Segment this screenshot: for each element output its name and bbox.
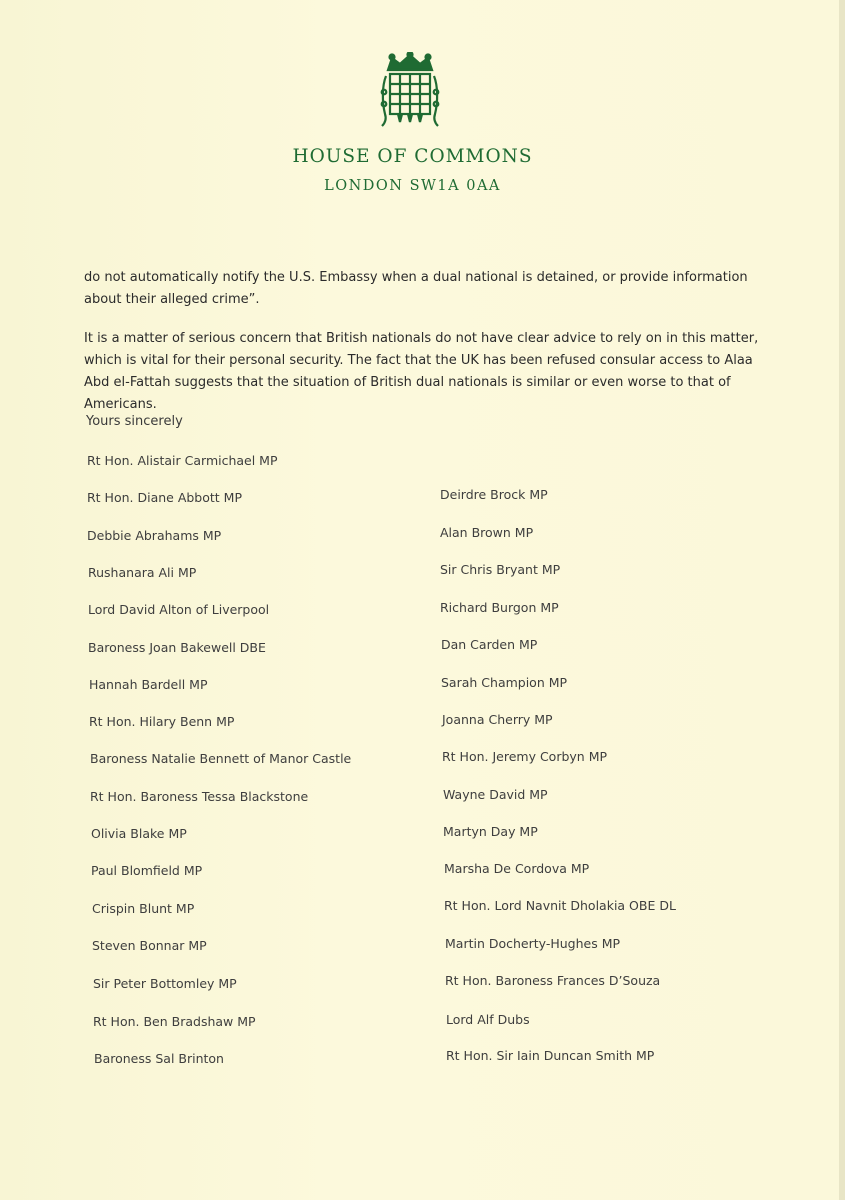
signatory-right: Martyn Day MP bbox=[443, 824, 538, 839]
signatory-right: Richard Burgon MP bbox=[440, 600, 559, 615]
letterhead-title: HOUSE OF COMMONS bbox=[292, 146, 533, 167]
signatory-left: Sir Peter Bottomley MP bbox=[93, 976, 237, 991]
signatory-right: Lord Alf Dubs bbox=[446, 1012, 530, 1027]
signatory-left: Lord David Alton of Liverpool bbox=[88, 602, 270, 617]
signatory-right: Sarah Champion MP bbox=[441, 675, 568, 690]
signatory-left: Baroness Joan Bakewell DBE bbox=[88, 640, 266, 655]
signatory-left: Olivia Blake MP bbox=[91, 826, 187, 841]
signatory-right: Rt Hon. Baroness Frances D’Souza bbox=[445, 973, 661, 988]
signatory-right: Rt Hon. Jeremy Corbyn MP bbox=[442, 749, 608, 764]
body-paragraph: It is a matter of serious concern that British nationals do not have clear advice to rely on in this matter, which is vital for their personal security. The fact that the UK has been refused consular access to Alaa Abd el-Fattah suggests that the situation of British dual nationals is similar or even worse to that of Americans. bbox=[84, 331, 759, 412]
portcullis-icon bbox=[378, 52, 442, 130]
signatory-left: Steven Bonnar MP bbox=[92, 938, 207, 953]
signatory-right: Wayne David MP bbox=[443, 787, 548, 802]
signatory-right: Joanna Cherry MP bbox=[442, 712, 553, 727]
body-paragraph: do not automatically notify the U.S. Embassy when a dual national is detained, or provide information about their alleged crime”. bbox=[84, 270, 748, 307]
signatory-right: Deirdre Brock MP bbox=[440, 487, 548, 502]
signatory-right: Martin Docherty-Hughes MP bbox=[445, 936, 621, 951]
signatory-left: Baroness Natalie Bennett of Manor Castle bbox=[90, 751, 352, 766]
signatory-left: Paul Blomfield MP bbox=[91, 863, 203, 878]
letterhead-address: LONDON SW1A 0AA bbox=[324, 178, 501, 194]
signatory-left: Baroness Sal Brinton bbox=[94, 1051, 224, 1066]
signatory-right: Marsha De Cordova MP bbox=[444, 861, 590, 876]
page-edge bbox=[839, 0, 845, 1200]
signatory-left: Rt Hon. Ben Bradshaw MP bbox=[93, 1014, 256, 1029]
signatory-lead: Rt Hon. Alistair Carmichael MP bbox=[87, 453, 278, 468]
signatory-left: Rt Hon. Diane Abbott MP bbox=[87, 490, 242, 505]
signatory-left: Debbie Abrahams MP bbox=[87, 528, 222, 543]
signatory-left: Rt Hon. Hilary Benn MP bbox=[89, 714, 235, 729]
signatory-right: Dan Carden MP bbox=[441, 637, 538, 652]
signatory-left: Rushanara Ali MP bbox=[88, 565, 197, 580]
signatory-left: Crispin Blunt MP bbox=[92, 901, 195, 916]
signatory-right: Rt Hon. Sir Iain Duncan Smith MP bbox=[446, 1048, 655, 1063]
signatory-right: Alan Brown MP bbox=[440, 525, 534, 540]
signatory-right: Rt Hon. Lord Navnit Dholakia OBE DL bbox=[444, 898, 676, 913]
closing-salutation: Yours sincerely bbox=[86, 414, 183, 429]
signatory-left: Rt Hon. Baroness Tessa Blackstone bbox=[90, 789, 309, 804]
signatory-right: Sir Chris Bryant MP bbox=[440, 562, 561, 577]
signatory-left: Hannah Bardell MP bbox=[89, 677, 208, 692]
